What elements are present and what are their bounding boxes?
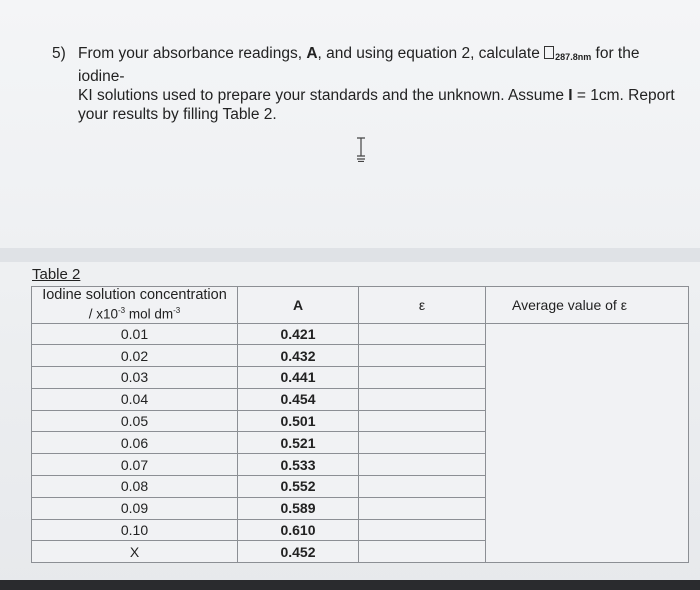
header-concentration <box>32 287 238 324</box>
absorbance-cell: 0.432 <box>238 345 359 367</box>
missing-symbol-box-icon <box>544 46 554 59</box>
absorbance-cell: 0.452 <box>238 541 359 563</box>
epsilon-cell[interactable] <box>359 410 486 432</box>
epsilon-cell[interactable] <box>359 367 486 389</box>
absorbance-cell: 0.441 <box>238 367 359 389</box>
concentration-cell: 0.10 <box>32 519 238 541</box>
absorbance-cell: 0.421 <box>238 323 359 345</box>
concentration-cell: 0.03 <box>32 367 238 389</box>
epsilon-cell[interactable] <box>359 388 486 410</box>
absorbance-cell: 0.610 <box>238 519 359 541</box>
absorbance-cell: 0.521 <box>238 432 359 454</box>
epsilon-cell[interactable] <box>359 323 486 345</box>
header-average: Average value of ε <box>486 287 689 324</box>
table-row <box>32 323 689 345</box>
bottom-edge <box>0 580 700 590</box>
absorbance-cell: 0.501 <box>238 410 359 432</box>
header-conc-exp: -3 <box>118 306 126 315</box>
epsilon-cell[interactable] <box>359 519 486 541</box>
concentration-cell: 0.08 <box>32 476 238 498</box>
results-table <box>31 286 689 563</box>
question-line2-end: = 1cm. Report <box>576 87 675 104</box>
header-epsilon: ε <box>359 287 486 324</box>
absorbance-cell: 0.552 <box>238 476 359 498</box>
header-conc-unit-mid: mol dm <box>125 306 174 322</box>
question-line1-end: for the iodine- <box>78 45 640 85</box>
question-line2: KI solutions used to prepare your standards and the unknown. Assume <box>78 87 564 104</box>
question-line1-start: From your absorbance readings, <box>78 45 303 62</box>
concentration-cell: 0.09 <box>32 497 238 519</box>
var-path-length: I <box>568 87 573 104</box>
epsilon-cell[interactable] <box>359 476 486 498</box>
epsilon-cell[interactable] <box>359 541 486 563</box>
absorbance-cell: 0.533 <box>238 454 359 476</box>
concentration-cell: 0.04 <box>32 388 238 410</box>
header-conc-exp2: -3 <box>173 306 181 315</box>
header-absorbance: A <box>238 287 359 324</box>
header-conc-unit-pre: / x10 <box>88 306 118 322</box>
concentration-cell: 0.01 <box>32 323 238 345</box>
epsilon-cell[interactable] <box>359 497 486 519</box>
concentration-cell: X <box>32 541 238 563</box>
header-row <box>32 287 689 324</box>
concentration-cell: 0.05 <box>32 410 238 432</box>
table-caption: Table 2 <box>32 266 81 283</box>
page-gap-band <box>0 248 700 262</box>
epsilon-cell[interactable] <box>359 454 486 476</box>
epsilon-cell[interactable] <box>359 432 486 454</box>
question-line1-mid: , and using equation 2, calculate <box>317 45 540 62</box>
absorbance-cell: 0.589 <box>238 497 359 519</box>
var-absorbance: A <box>306 45 318 62</box>
concentration-cell: 0.06 <box>32 432 238 454</box>
average-epsilon-cell[interactable] <box>486 323 689 563</box>
header-conc-line2 <box>32 303 237 323</box>
epsilon-cell[interactable] <box>359 345 486 367</box>
text-cursor-icon <box>354 136 368 162</box>
question-line3: your results by filling Table 2. <box>78 106 277 123</box>
question-text <box>52 44 682 124</box>
header-conc-line1: Iodine solution concentration <box>42 287 227 303</box>
concentration-cell: 0.07 <box>32 454 238 476</box>
wavelength-subscript: 287.8nm <box>555 52 592 62</box>
absorbance-cell: 0.454 <box>238 388 359 410</box>
concentration-cell: 0.02 <box>32 345 238 367</box>
question-number: 5) <box>52 45 66 62</box>
